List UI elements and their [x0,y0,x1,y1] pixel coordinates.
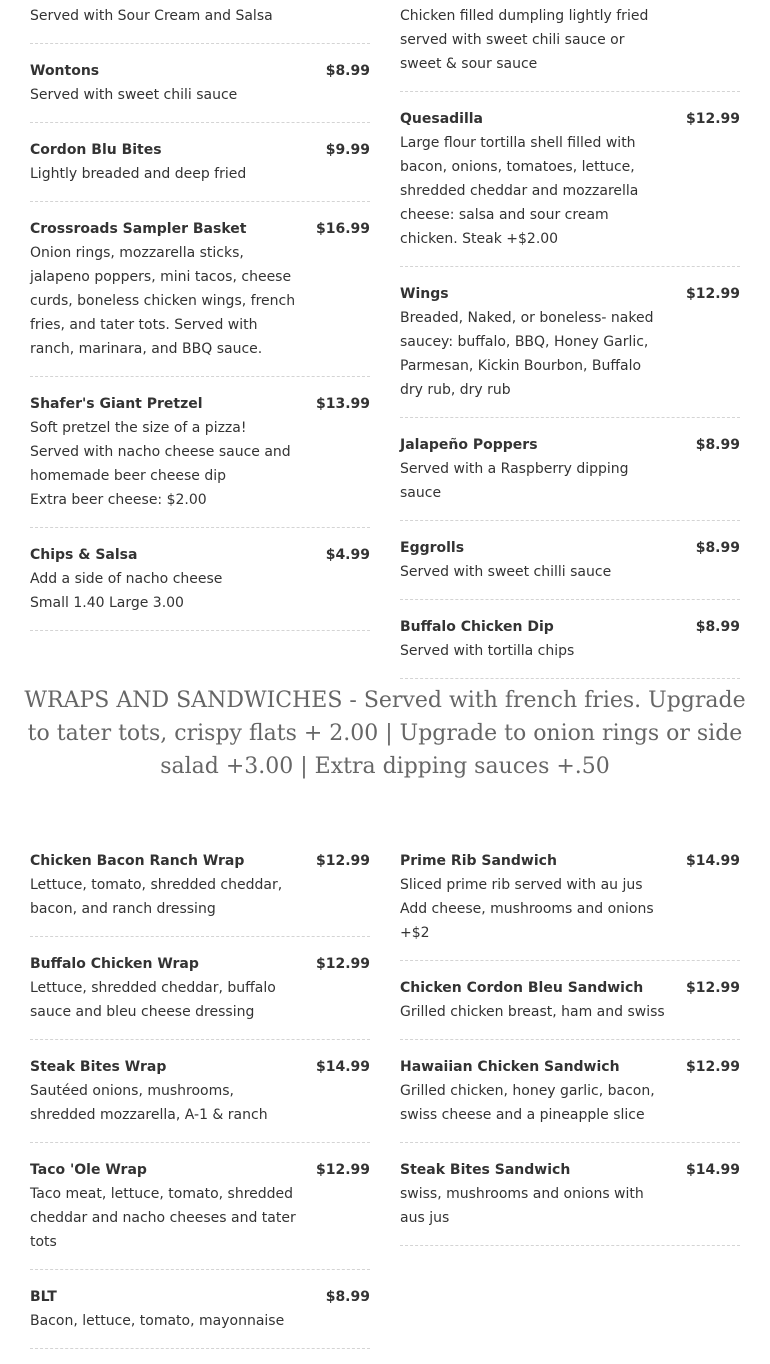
item-name: Chicken Cordon Bleu Sandwich [400,980,644,996]
item-description: Served with sweet chili sauce [30,87,238,103]
item-name: Chicken Bacon Ranch Wrap [30,853,245,869]
menu-item [400,615,740,679]
item-price: $12.99 [315,1162,370,1178]
item-name: Chips & Salsa [30,547,138,563]
menu-item [30,217,370,377]
item-price: $8.99 [695,437,740,453]
menu-item [400,849,740,961]
item-description: Breaded, Naked, or boneless- naked saucey: buffalo, BBQ, Honey Garlic, Parmesan, Kickin Bourbon, Buffalo dry rub, dry rub [400,310,654,398]
item-price: $8.99 [695,540,740,556]
item-description: Taco meat, lettuce, tomato, shredded cheddar and nacho cheeses and tater tots [30,1186,296,1250]
menu-item [400,1158,740,1246]
item-description: Served with tortilla chips [400,643,575,659]
appetizers-left-column [30,4,370,646]
item-price: $12.99 [685,980,740,996]
menu-item [400,4,740,92]
item-name: Prime Rib Sandwich [400,853,557,869]
menu-item [400,976,740,1040]
menu-item [30,952,370,1040]
item-description: Lightly breaded and deep fried [30,166,247,182]
item-price: $8.99 [325,1289,370,1305]
item-description: Bacon, lettuce, tomato, mayonnaise [30,1313,285,1329]
item-description: Chicken filled dumpling lightly fried served with sweet chili sauce or sweet & sour sauce [400,8,649,72]
item-price: $14.99 [315,1059,370,1075]
item-description: Lettuce, shredded cheddar, buffalo sauce and bleu cheese dressing [30,980,276,1020]
item-name: Eggrolls [400,540,465,556]
menu-item [30,543,370,631]
item-price: $12.99 [685,286,740,302]
menu-item [400,107,740,267]
menu-item [400,536,740,600]
item-name: BLT [30,1289,57,1305]
item-description: swiss, mushrooms and onions with aus jus [400,1186,644,1226]
item-price: $14.99 [685,853,740,869]
item-name: Shafer's Giant Pretzel [30,396,203,412]
item-name: Hawaiian Chicken Sandwich [400,1059,620,1075]
menu-item [30,4,370,44]
item-name: Taco 'Ole Wrap [30,1162,147,1178]
item-price: $12.99 [685,1059,740,1075]
item-price: $12.99 [315,956,370,972]
item-price: $8.99 [695,619,740,635]
item-description: Large flour tortilla shell filled with bacon, onions, tomatoes, lettuce, shredded cheddar and mozzarella cheese: salsa and sour cream chicken. Steak +$2.00 [400,135,639,247]
item-price: $16.99 [315,221,370,237]
item-name: Steak Bites Sandwich [400,1162,571,1178]
item-description: Grilled chicken breast, ham and swiss [400,1004,665,1020]
item-description: Served with a Raspberry dipping sauce [400,461,629,501]
item-price: $12.99 [315,853,370,869]
item-name: Crossroads Sampler Basket [30,221,247,237]
item-name: Cordon Blu Bites [30,142,162,158]
item-price: $13.99 [315,396,370,412]
item-name: Wings [400,286,449,302]
menu-item [30,1158,370,1270]
item-description: Served with sweet chilli sauce [400,564,612,580]
item-description: Served with Sour Cream and Salsa [30,8,273,24]
menu-item [30,59,370,123]
item-description: Soft pretzel the size of a pizza! Served with nacho cheese sauce and homemade beer cheese dip Extra beer cheese: $2.00 [30,420,291,508]
section-title-wraps-and-sandwiches: WRAPS AND SANDWICHES - Served with french fries. Upgrade to tater tots, crispy flats + 2.00 | Upgrade to onion rings or side salad +3.00 | Extra dipping sauces +.50 [24,688,746,779]
menu-item [30,392,370,528]
item-name: Quesadilla [400,111,484,127]
item-description: Sliced prime rib served with au jus Add cheese, mushrooms and onions +$2 [400,877,654,941]
item-description: Add a side of nacho cheese Small 1.40 Large 3.00 [30,571,223,611]
item-price: $14.99 [685,1162,740,1178]
menu-item [400,1055,740,1143]
item-price: $4.99 [325,547,370,563]
item-description: Onion rings, mozzarella sticks, jalapeno poppers, mini tacos, cheese curds, boneless chicken wings, french fries, and tater tots. Served with ranch, marinara, and BBQ sauce. [30,245,296,357]
menu-item [400,282,740,418]
wraps-left-column [30,849,370,1364]
menu-item [30,849,370,937]
wraps-right-column [400,849,740,1261]
item-name: Wontons [30,63,100,79]
item-description: Sautéed onions, mushrooms, shredded mozzarella, A-1 & ranch [30,1083,268,1123]
item-price: $9.99 [325,142,370,158]
item-name: Buffalo Chicken Dip [400,619,554,635]
menu-item [30,1285,370,1349]
menu-item [30,138,370,202]
item-price: $12.99 [685,111,740,127]
item-name: Buffalo Chicken Wrap [30,956,199,972]
item-name: Steak Bites Wrap [30,1059,167,1075]
menu-item [400,433,740,521]
appetizers-right-column [400,4,740,694]
item-description: Lettuce, tomato, shredded cheddar, bacon, and ranch dressing [30,877,283,917]
item-price: $8.99 [325,63,370,79]
menu-item [30,1055,370,1143]
item-description: Grilled chicken, honey garlic, bacon, swiss cheese and a pineapple slice [400,1083,655,1123]
item-name: Jalapeño Poppers [400,437,538,453]
